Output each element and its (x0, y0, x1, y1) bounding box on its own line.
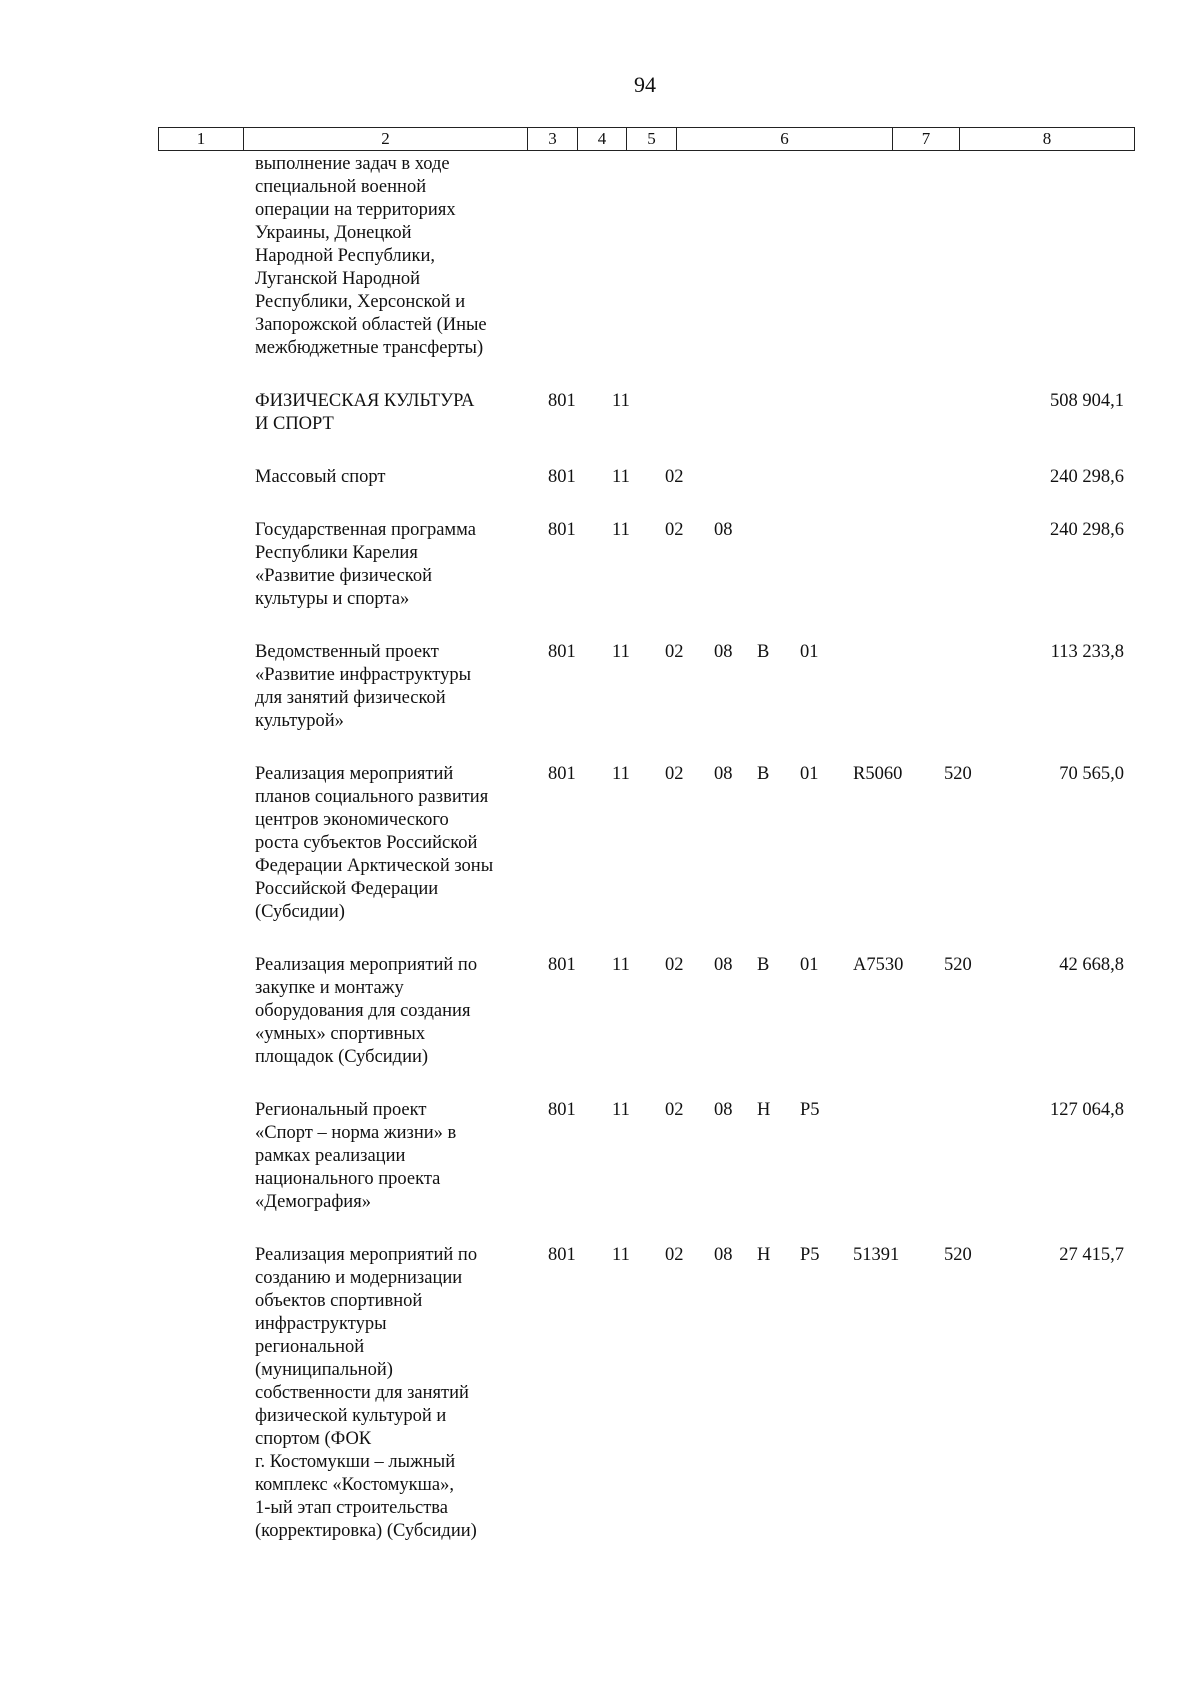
page-number: 94 (634, 72, 656, 97)
table-row (0, 1099, 1200, 1214)
column-header-3: 3 (528, 128, 578, 151)
row-name: Реализация мероприятий по закупке и монтажу оборудования для создания «умных» спортивных площадок (Субсидии) (255, 955, 478, 1067)
row-direction-code: R5060 (853, 764, 903, 784)
row-project-type: Н (757, 1245, 771, 1265)
row-section-code: 11 (612, 467, 630, 487)
row-project-code: 01 (800, 764, 819, 784)
table-row (0, 519, 1200, 611)
row-project-code: Р5 (800, 1100, 820, 1120)
row-name: Государственная программа Республики Карелия «Развитие физической культуры и спорта» (255, 520, 476, 609)
row-ministry-code: 801 (548, 1245, 576, 1265)
row-amount: 70 565,0 (1059, 764, 1124, 784)
row-section-code: 11 (612, 642, 630, 662)
row-name: Реализация мероприятий по созданию и модернизации объектов спортивной инфраструктуры региональной (муниципальной) собственности для занятий физической культурой и спортом (ФОК г. Костомукши – лыжный комплекс «Костомукша», 1-ый этап строительства (корректировка) (Субсидии) (255, 1245, 478, 1541)
row-name: Региональный проект «Спорт – норма жизни» в рамках реализации национального проекта «Демография» (255, 1100, 457, 1212)
row-subsection-code: 02 (665, 642, 684, 662)
row-amount: 27 415,7 (1059, 1245, 1124, 1265)
table-row (0, 1244, 1200, 1543)
column-header-2: 2 (244, 128, 528, 151)
row-project-type: Н (757, 1100, 771, 1120)
row-subsection-code: 02 (665, 764, 684, 784)
row-subsection-code: 02 (665, 1245, 684, 1265)
table-row (0, 641, 1200, 733)
column-header-8: 8 (960, 128, 1135, 151)
row-ministry-code: 801 (548, 642, 576, 662)
row-ministry-code: 801 (548, 520, 576, 540)
row-section-code: 11 (612, 1245, 630, 1265)
row-name: Ведомственный проект «Развитие инфраструктуры для занятий физической культурой» (255, 642, 472, 731)
table-row (0, 466, 1200, 489)
budget-rows (0, 153, 1200, 1573)
table-row (0, 153, 1200, 360)
column-header-4: 4 (578, 128, 627, 151)
row-ministry-code: 801 (548, 467, 576, 487)
row-name: выполнение задач в ходе специальной военной операции на территориях Украины, Донецкой Народной Республики, Луганской Народной Республики, Херсонской и Запорожской областей (Иные межбюджетные трансферты) (255, 154, 487, 358)
row-section-code: 11 (612, 764, 630, 784)
row-project-code: 01 (800, 642, 819, 662)
row-subsection-code: 02 (665, 520, 684, 540)
row-program-code: 08 (714, 1245, 733, 1265)
table-row (0, 390, 1200, 436)
row-program-code: 08 (714, 520, 733, 540)
row-name: Массовый спорт (255, 467, 386, 487)
row-expense-type: 520 (944, 955, 972, 975)
row-amount: 240 298,6 (1050, 467, 1124, 487)
table-row (0, 954, 1200, 1069)
row-direction-code: А7530 (853, 955, 904, 975)
row-project-code: Р5 (800, 1245, 820, 1265)
row-amount: 240 298,6 (1050, 520, 1124, 540)
row-project-code: 01 (800, 955, 819, 975)
row-ministry-code: 801 (548, 1100, 576, 1120)
column-header-1: 1 (159, 128, 244, 151)
row-section-code: 11 (612, 1100, 630, 1120)
column-header-6: 6 (677, 128, 893, 151)
row-subsection-code: 02 (665, 1100, 684, 1120)
row-project-type: В (757, 955, 770, 975)
row-name: ФИЗИЧЕСКАЯ КУЛЬТУРА И СПОРТ (255, 391, 475, 434)
column-header-table (158, 127, 1135, 151)
row-subsection-code: 02 (665, 467, 684, 487)
row-ministry-code: 801 (548, 764, 576, 784)
row-amount: 42 668,8 (1059, 955, 1124, 975)
row-name: Реализация мероприятий планов социального развития центров экономического роста субъектов Российской Федерации Арктической зоны Российской Федерации (Субсидии) (255, 764, 494, 922)
row-project-type: В (757, 642, 770, 662)
column-header-row (159, 128, 1135, 151)
row-section-code: 11 (612, 391, 630, 411)
row-program-code: 08 (714, 955, 733, 975)
row-program-code: 08 (714, 642, 733, 662)
column-header-5: 5 (627, 128, 677, 151)
row-amount: 508 904,1 (1050, 391, 1124, 411)
row-expense-type: 520 (944, 764, 972, 784)
row-program-code: 08 (714, 764, 733, 784)
row-direction-code: 51391 (853, 1245, 900, 1265)
column-header-7: 7 (893, 128, 960, 151)
row-section-code: 11 (612, 520, 630, 540)
row-ministry-code: 801 (548, 955, 576, 975)
row-program-code: 08 (714, 1100, 733, 1120)
row-amount: 127 064,8 (1050, 1100, 1124, 1120)
row-expense-type: 520 (944, 1245, 972, 1265)
row-subsection-code: 02 (665, 955, 684, 975)
row-ministry-code: 801 (548, 391, 576, 411)
row-section-code: 11 (612, 955, 630, 975)
table-row (0, 763, 1200, 924)
row-amount: 113 233,8 (1050, 642, 1124, 662)
row-project-type: В (757, 764, 770, 784)
